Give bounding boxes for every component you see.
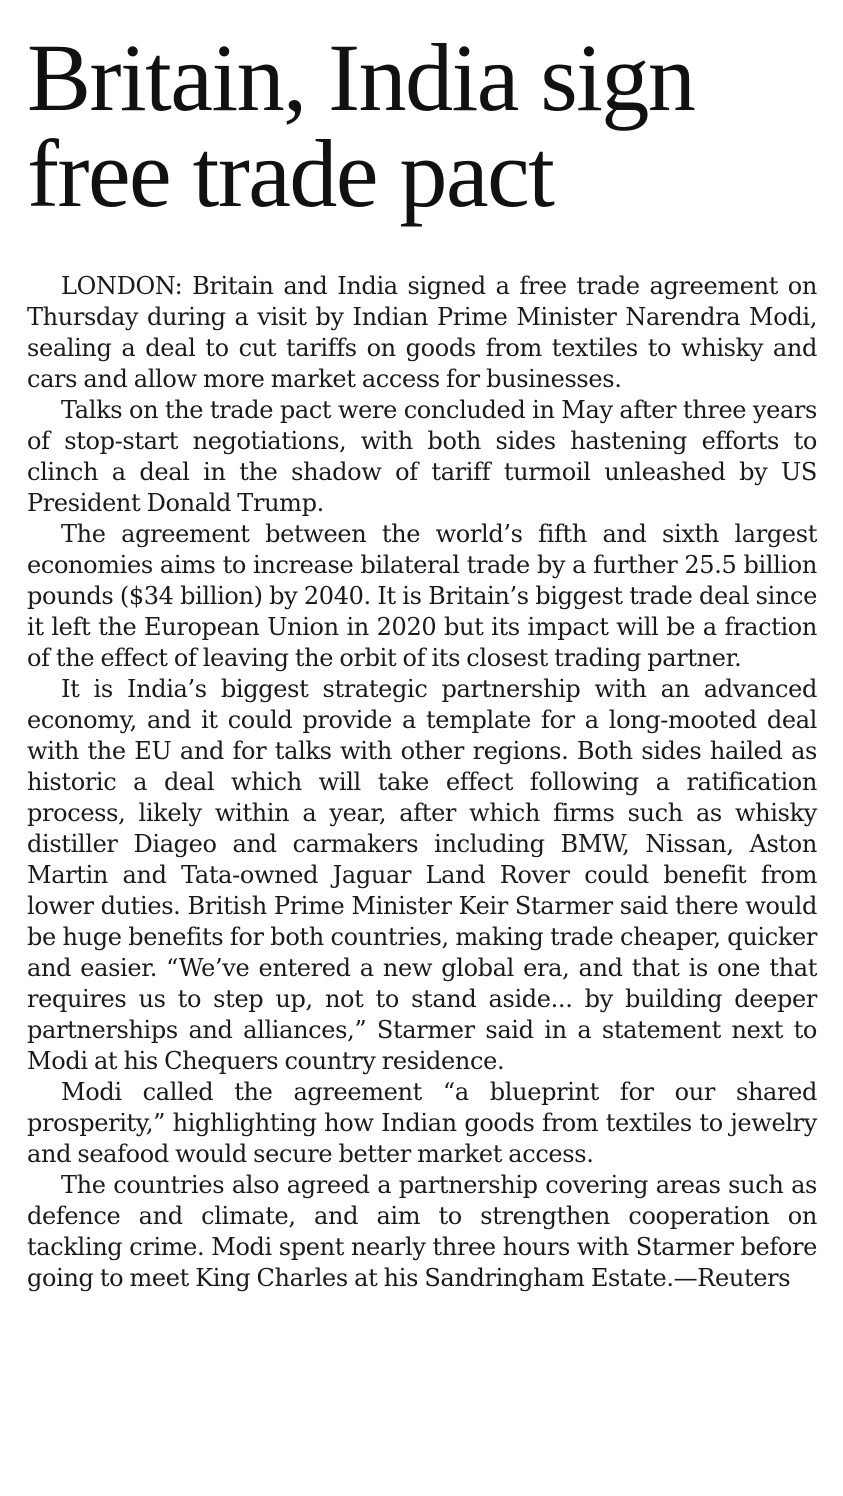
- paragraph-economies: The agreement between the world’s fifth and sixth largest economies aims to increase bilateral trade by a further 25.5 billion pounds ($34 billion) by 2040. It is Britain’s biggest trade deal since it left the European Union in 2020 but its impact will be a fraction of the effect of leaving the orbit of its closest trading partner.: [27, 520, 817, 672]
- headline-line-2: free trade pact: [27, 120, 554, 227]
- paragraph-partnership: It is India’s biggest strategic partnership with an advanced economy, and it could provide a template for a long-mooted deal with the EU and for talks with other regions. Both sides hailed as historic a deal which will take effect following a ratification process, likely within a year, after which firms such as whisky distiller Diageo and carmakers including BMW, Nissan, Aston Martin and Tata-owned Jaguar Land Rover could benefit from lower duties. British Prime Minister Keir Starmer said there would be huge benefits for both countries, making trade cheaper, quicker and easier. “We’ve entered a new global era, and that is one that requires us to step up, not to stand aside... by building deeper partnerships and alliances,” Starmer said in a statement next to Modi at his Chequers country residence.: [27, 675, 817, 1075]
- paragraph-modi-quote: Modi called the agreement “a blueprint for our shared prosperity,” highlighting how Indian goods from textiles to jewelry and seafood would secure better market access.: [27, 1078, 817, 1168]
- article-body: [27, 271, 817, 1294]
- headline: [27, 24, 817, 227]
- paragraph-closing: The countries also agreed a partnership covering areas such as defence and climate, and aim to strengthen cooperation on tackling crime. Modi spent nearly three hours with Starmer before going to meet King Charles at his Sandringham Estate.—Reuters: [27, 1171, 817, 1292]
- paragraph-dateline: LONDON: Britain and India signed a free trade agreement on Thursday during a visit by Indian Prime Minister Narendra Modi, sealing a deal to cut tariffs on goods from textiles to whisky and cars and allow more market access for businesses.: [27, 272, 817, 393]
- news-article: [27, 24, 817, 1294]
- paragraph-talks: Talks on the trade pact were concluded in May after three years of stop-start negotiations, with both sides hastening efforts to clinch a deal in the shadow of tariff turmoil unleashed by US President Donald Trump.: [27, 396, 817, 517]
- headline-line-1: Britain, India sign: [27, 24, 695, 131]
